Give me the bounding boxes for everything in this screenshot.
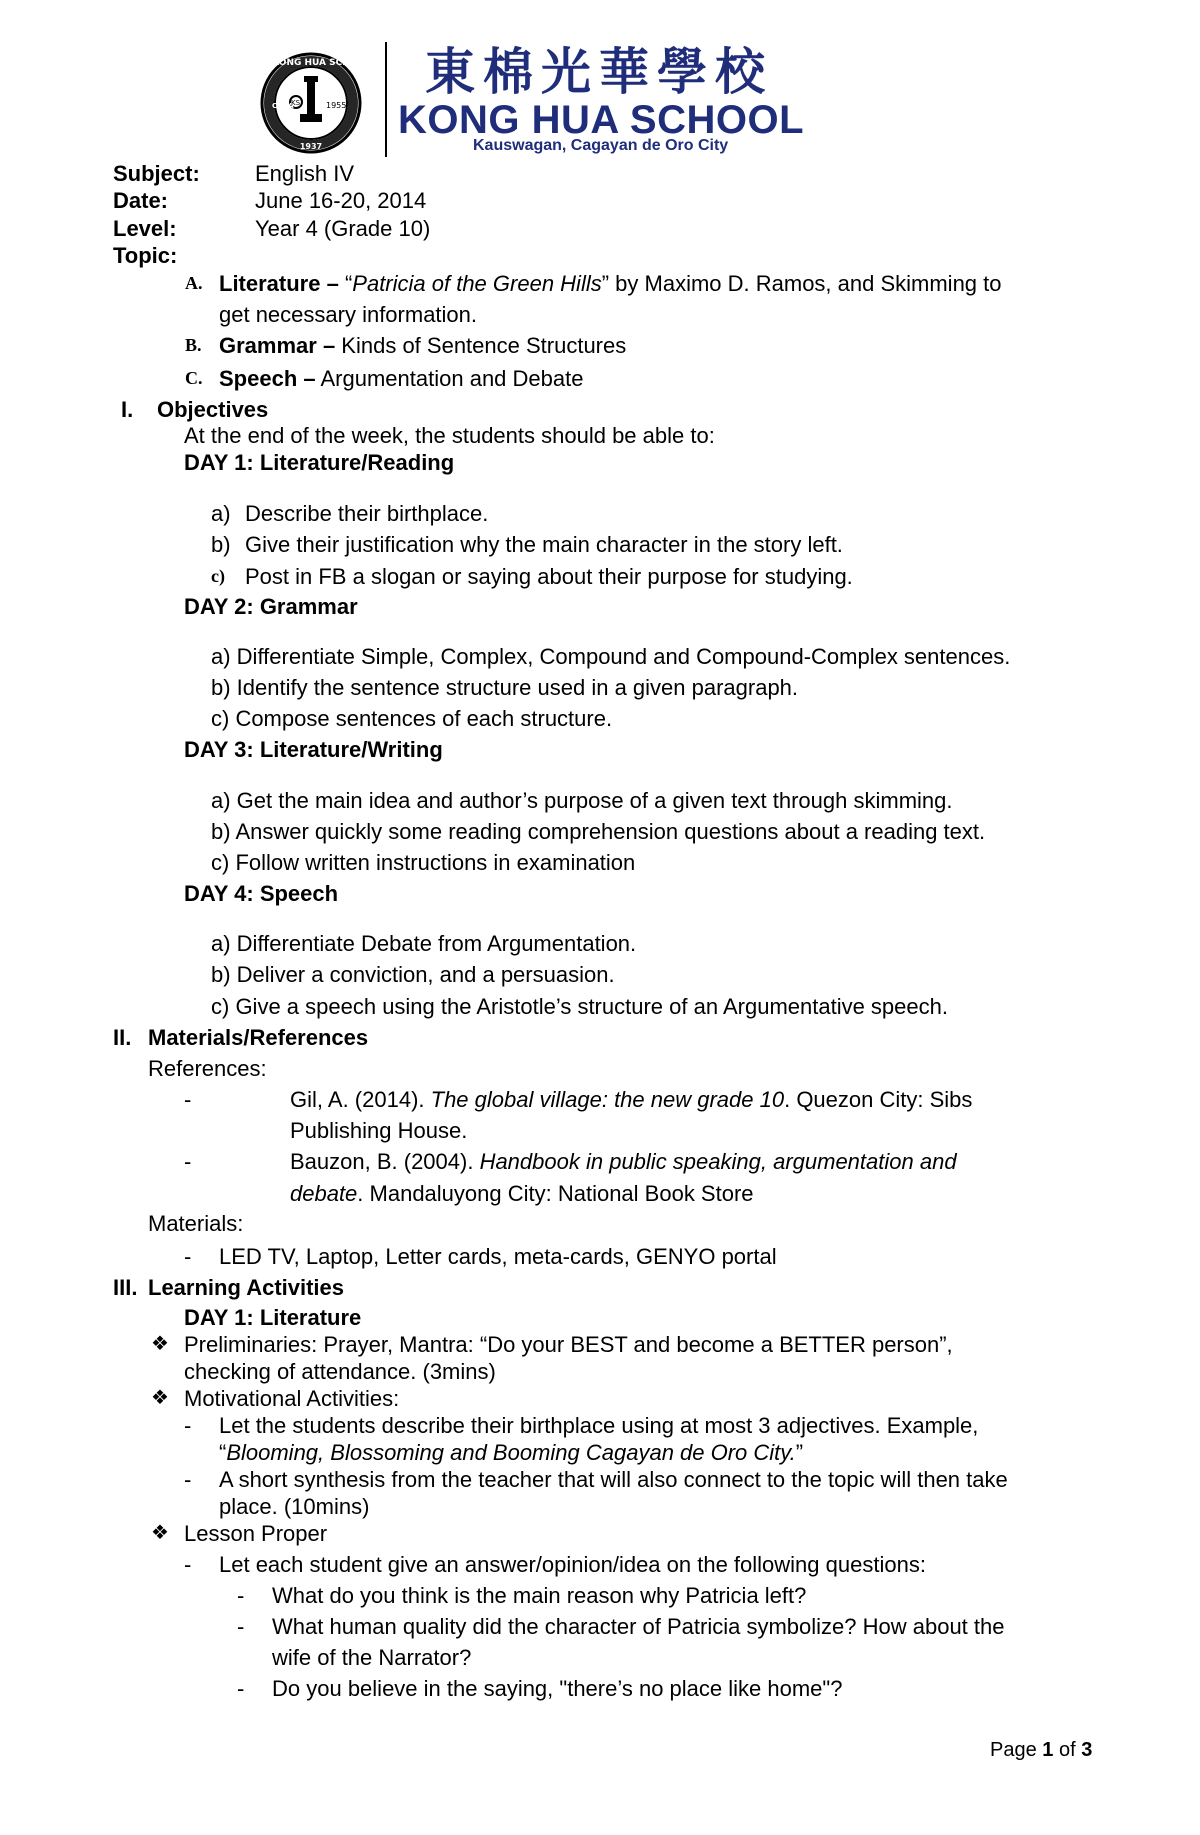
day-heading: DAY 3: Literature/Writing [184,737,443,762]
school-name: KONG HUA SCHOOL [398,98,805,142]
list-dash: - [237,1614,245,1639]
reference-item-cont [290,1180,754,1207]
list-dash: - [184,1467,192,1492]
story-title: Patricia of the Green Hills [352,271,602,296]
objective-item: b) Identify the sentence structure used in a given paragraph. [211,675,799,700]
section-heading: Objectives [157,397,269,422]
question-item: What human quality did the character of Patricia symbolize? How about the [272,1614,1005,1639]
materials-label: Materials: [148,1211,244,1236]
topic-text: Kinds of Sentence Structures [335,333,627,358]
objective-item: a) Differentiate Simple, Complex, Compound and Compound-Complex sentences. [211,644,1011,669]
level-label: Level: [113,216,177,241]
date-value: June 16-20, 2014 [255,188,427,213]
objective-item: Give their justification why the main character in the story left. [245,532,843,557]
date-label: Date: [113,188,169,213]
reference-publisher: . Mandaluyong City: National Book Store [357,1181,754,1206]
day-heading: DAY 2: Grammar [184,594,358,619]
list-dash: - [184,1413,192,1438]
reference-author: Bauzon, B. (2004). [290,1149,480,1174]
activity-subitem: Let the students describe their birthplace using at most 3 adjectives. Example, [219,1413,979,1438]
section-numeral: I. [121,397,134,422]
list-dash: - [184,1087,192,1112]
topic-text: ” by Maximo D. Ramos, and Skimming to [601,271,1002,296]
topic-literature-cont: get necessary information. [219,302,478,327]
activity-text: Preliminaries: Prayer, Mantra: “Do your BEST and become a BETTER person”, [184,1332,953,1357]
objectives-intro: At the end of the week, the students should be able to: [184,423,715,448]
day-heading: DAY 1: Literature [184,1305,362,1330]
page-footer [990,1738,1092,1762]
reference-title: debate [290,1181,358,1206]
reference-item [290,1148,1087,1175]
topic-marker: B. [185,335,202,355]
diamond-bullet-icon: ❖ [151,1522,169,1544]
reference-author: Gil, A. (2014). [290,1087,431,1112]
reference-title: The global village: the new grade 10 [430,1087,785,1112]
objective-item: a) Get the main idea and author’s purpose of a given text through skimming. [211,788,953,813]
activity-subitem: Let each student give an answer/opinion/idea on the following questions: [219,1552,926,1577]
materials-item: LED TV, Laptop, Letter cards, meta-cards, GENYO portal [219,1244,777,1269]
activity-subitem-cont: place. (10mins) [219,1494,370,1519]
topic-marker: A. [185,273,203,293]
objective-item: c) Compose sentences of each structure. [211,706,613,731]
seal-left-text: CAGA [272,102,294,110]
seal-year-right: 1955 [326,101,347,110]
objective-item: c) Follow written instructions in examination [211,850,636,875]
reference-publisher: . Quezon City: Sibs [784,1087,973,1112]
item-marker: c) [211,566,225,586]
objective-item: b) Answer quickly some reading comprehension questions about a reading text. [211,819,986,844]
list-dash: - [184,1552,192,1577]
page-word: Page [990,1739,1037,1761]
question-item: What do you think is the main reason why Patricia left? [272,1583,807,1608]
topic-speech [219,365,583,392]
activity-text-cont: checking of attendance. (3mins) [184,1359,496,1384]
topic-grammar [219,332,626,359]
objective-item: b) Deliver a conviction, and a persuasion. [211,962,615,987]
section-heading: Learning Activities [148,1275,345,1300]
topic-text: “ [338,271,353,296]
seal-year-bottom: 1937 [299,142,323,151]
list-dash: - [184,1244,192,1269]
question-item-cont: wife of the Narrator? [272,1645,472,1670]
subject-label: Subject: [113,161,200,186]
item-marker: b) [211,532,231,557]
list-dash: - [184,1149,192,1174]
topic-title: Grammar – [219,333,336,358]
objective-item: c) Give a speech using the Aristotle’s structure of an Argumentative speech. [211,994,948,1019]
activity-subitem-cont [219,1439,803,1466]
item-marker: a) [211,501,231,526]
school-header [258,42,890,157]
level-value: Year 4 (Grade 10) [255,216,431,241]
school-chinese-name: 東棉光華學校 [425,42,773,101]
topic-title: Speech – [219,366,316,391]
objective-item: Post in FB a slogan or saying about their purpose for studying. [245,564,853,589]
school-seal-icon [260,52,362,154]
topic-title: Literature – [219,271,339,296]
subject-value: English IV [255,161,355,186]
diamond-bullet-icon: ❖ [151,1333,169,1355]
topic-text: Argumentation and Debate [315,366,584,391]
list-dash: - [237,1676,245,1701]
list-dash: - [237,1583,245,1608]
objective-item: Describe their birthplace. [245,501,489,526]
reference-item [290,1086,1087,1113]
page-number: 1 [1042,1739,1054,1761]
activity-text: Motivational Activities: [184,1386,400,1411]
diamond-bullet-icon: ❖ [151,1387,169,1409]
topic-label: Topic: [113,243,178,268]
day-heading: DAY 1: Literature/Reading [184,450,455,475]
section-numeral: III. [113,1275,138,1300]
topic-marker: C. [185,368,203,388]
question-item: Do you believe in the saying, "there’s no place like home"? [272,1676,843,1701]
page-total: 3 [1081,1739,1093,1761]
references-label: References: [148,1056,267,1081]
school-address: Kauswagan, Cagayan de Oro City [473,137,729,154]
seal-initials: KS [291,99,301,107]
topic-literature [219,270,1087,297]
objective-item: a) Differentiate Debate from Argumentation. [211,931,637,956]
reference-title: Handbook in public speaking, argumentation and [479,1149,957,1174]
section-numeral: II. [113,1025,132,1050]
quote-mark: “ [219,1440,227,1465]
activity-subitem: A short synthesis from the teacher that will also connect to the topic will then take [219,1467,1008,1492]
reference-item-cont: Publishing House. [290,1118,468,1143]
section-heading: Materials/References [148,1025,369,1050]
day-heading: DAY 4: Speech [184,881,339,906]
example-text: Blooming, Blossoming and Booming Cagayan de Oro City. [226,1440,796,1465]
quote-mark: ” [795,1440,804,1465]
seal-top-text: KONG HUA SCH [272,58,350,68]
of-word: of [1058,1739,1076,1761]
header-divider [385,42,387,157]
activity-text: Lesson Proper [184,1521,328,1546]
